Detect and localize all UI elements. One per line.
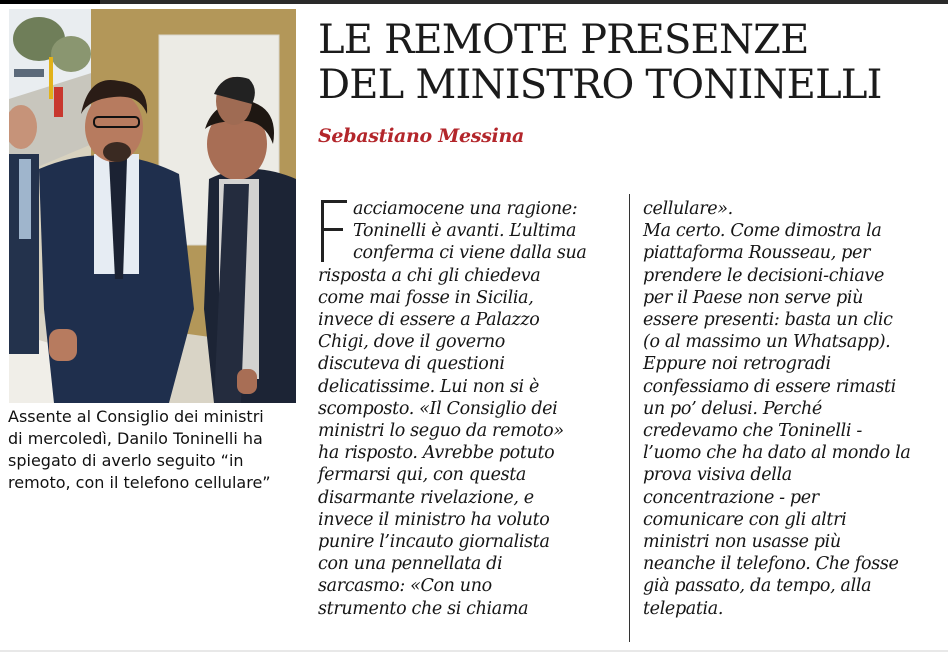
text-line: comunicare con gli altri (643, 509, 847, 530)
top-rule-accent (0, 0, 100, 4)
text-line: ministri lo seguo da remoto» (318, 421, 564, 442)
text-line: telepatia. (643, 598, 724, 619)
text-line: invece il ministro ha voluto (318, 509, 550, 530)
text-line: strumento che si chiama (318, 598, 529, 619)
text-line: prova visiva della (643, 465, 792, 486)
text-line: Chigi, dove il governo (318, 332, 505, 353)
caption-line: di mercoledì, Danilo Toninelli ha (8, 429, 263, 448)
text-line: neanche il telefono. Che fosse (643, 554, 899, 575)
text-line: fermarsi qui, con questa (318, 465, 526, 486)
caption-line: spiegato di averlo seguito “in (8, 451, 244, 470)
caption-line: remoto, con il telefono cellulare” (8, 473, 271, 492)
text-line: sarcasmo: «Con uno (318, 576, 492, 597)
text-line: invece di essere a Palazzo (318, 310, 540, 331)
column-divider (629, 194, 630, 642)
text-line: con una pennellata di (318, 554, 503, 575)
text-line: credevamo che Toninelli - (643, 421, 862, 442)
text-line: acciamocene una ragione: (353, 199, 578, 219)
text-line: scomposto. «Il Consiglio dei (318, 398, 558, 419)
text-line: (o al massimo un Whatsapp). (643, 332, 891, 353)
news-photo (9, 9, 296, 403)
text-line: Ma certo. Come dimostra la (643, 221, 882, 242)
text-line: cellulare». (643, 199, 733, 219)
text-line: risposta a chi gli chiedeva (318, 265, 541, 286)
text-line: già passato, da tempo, alla (643, 576, 872, 597)
text-line: ministri non usasse più (643, 532, 841, 553)
caption-line: Assente al Consiglio dei ministri (8, 407, 264, 426)
text-line: conferma ci viene dalla sua (353, 243, 587, 264)
top-rule (0, 0, 948, 4)
text-line: essere presenti: basta un clic (643, 310, 893, 331)
photo-icon (9, 9, 296, 403)
text-line: concentrazione - per (643, 487, 819, 508)
author-byline: Sebastiano Messina (318, 125, 524, 147)
text-line: confessiamo di essere rimasti (643, 376, 896, 397)
text-line: un po’ delusi. Perché (643, 398, 822, 419)
text-line: delicatissime. Lui non si è (318, 376, 539, 397)
headline-line-1: LE REMOTE PRESENZE (318, 17, 809, 63)
text-line: punire l’incauto giornalista (318, 532, 550, 553)
text-line: piattaforma Rousseau, per (643, 243, 871, 264)
text-line: Eppure noi retrogradi (643, 354, 831, 375)
headline-line-2: DEL MINISTRO TONINELLI (318, 62, 882, 108)
text-line: ha risposto. Avrebbe potuto (318, 443, 555, 464)
article-column-1 (318, 198, 620, 620)
drop-cap-letter: F (318, 198, 319, 199)
text-line: come mai fosse in Sicilia, (318, 287, 534, 308)
text-line: disarmante rivelazione, e (318, 487, 534, 508)
photo-caption (8, 406, 300, 494)
text-line: discuteva di questioni (318, 354, 505, 375)
text-line: l’uomo che ha dato al mondo la (643, 443, 911, 464)
text-line: per il Paese non serve più (643, 287, 864, 308)
article-headline (318, 18, 938, 108)
article-column-2 (643, 198, 943, 620)
text-line: Toninelli è avanti. L’ultima (353, 221, 577, 242)
text-line: prendere le decisioni-chiave (643, 265, 884, 286)
